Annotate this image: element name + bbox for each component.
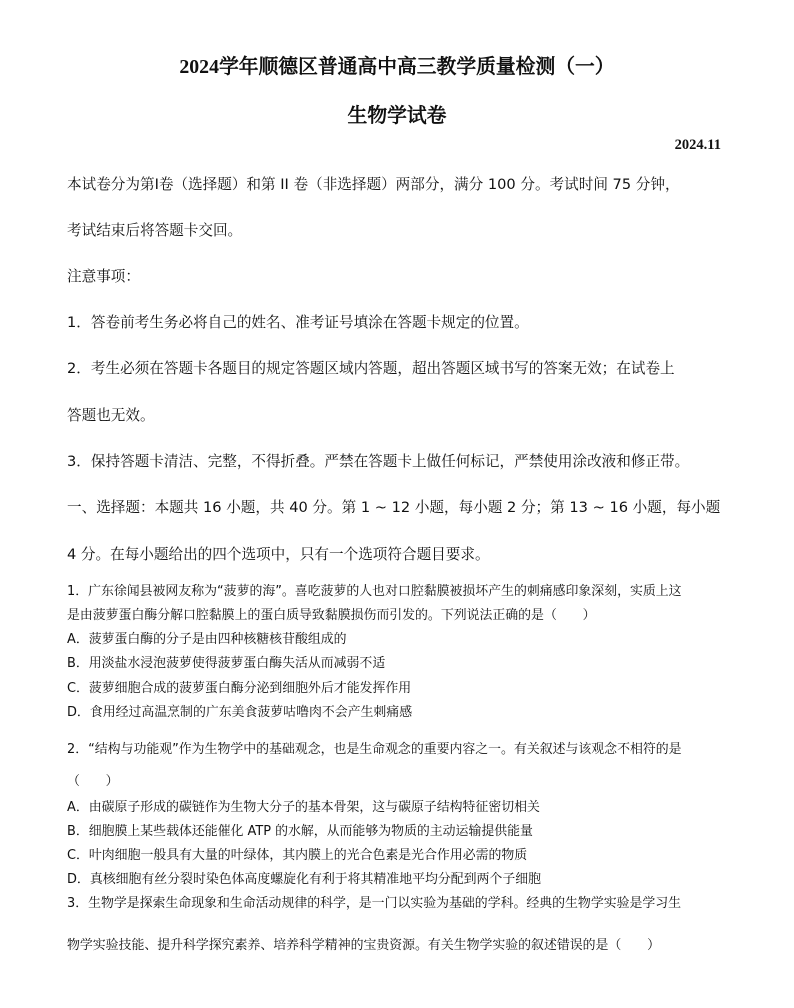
q2-stem-line-1: 2．“结构与功能观”作为生物学中的基础观念，也是生命观念的重要内容之一。有关叙述与该观念不相符的是 xyxy=(67,742,682,757)
note-3: 3．保持答题卡清洁、完整，不得折叠。严禁在答题卡上做任何标记，严禁使用涂改液和修正带。 xyxy=(67,453,690,470)
q2-stem-line-2: （ ） xyxy=(67,774,119,789)
q1-stem-line-2: 是由菠萝蛋白酶分解口腔黏膜上的蛋白质导致黏膜损伤而引发的。下列说法正确的是（ ） xyxy=(67,608,596,623)
exam-title: 2024学年顺德区普通高中高三教学质量检测（一） xyxy=(179,56,615,78)
section-heading-line-2: 4 分。在每小题给出的四个选项中，只有一个选项符合题目要求。 xyxy=(67,546,490,563)
q2-option-c: C．叶肉细胞一般具有大量的叶绿体，其内膜上的光合色素是光合作用必需的物质 xyxy=(67,848,528,863)
exam-date: 2024.11 xyxy=(674,137,721,153)
q2-option-d: D．真核细胞有丝分裂时染色体高度螺旋化有利于将其精准地平均分配到两个子细胞 xyxy=(67,872,541,887)
q1-option-c: C．菠萝细胞合成的菠萝蛋白酶分泌到细胞外后才能发挥作用 xyxy=(67,681,412,696)
notes-heading: 注意事项： xyxy=(67,268,140,285)
q1-option-a: A．菠萝蛋白酶的分子是由四种核糖核苷酸组成的 xyxy=(67,632,347,647)
q3-stem-line-2: 物学实验技能、提升科学探究素养、培养科学精神的宝贵资源。有关生物学实验的叙述错误的是（ ） xyxy=(67,938,660,953)
exam-subject: 生物学试卷 xyxy=(347,105,447,127)
intro-line-1: 本试卷分为第Ⅰ卷（选择题）和第 II 卷（非选择题）两部分，满分 100 分。考试时间 75 分钟， xyxy=(67,176,680,193)
section-heading-line-1: 一、选择题：本题共 16 小题，共 40 分。第 1 ~ 12 小题，每小题 2 分；第 13 ~ 16 小题，每小题 xyxy=(67,499,721,516)
q1-option-d: D．食用经过高温烹制的广东美食菠萝咕噜肉不会产生刺痛感 xyxy=(67,705,413,720)
q2-option-b: B．细胞膜上某些载体还能催化 ATP 的水解，从而能够为物质的主动运输提供能量 xyxy=(67,824,533,839)
q1-stem-line-1: 1．广东徐闻县被网友称为“菠萝的海”。喜吃菠萝的人也对口腔黏膜被损坏产生的刺痛感印象深刻，实质上这 xyxy=(67,584,682,599)
intro-line-2: 考试结束后将答题卡交回。 xyxy=(67,222,243,239)
note-2-line-2: 答题也无效。 xyxy=(67,407,155,424)
q3-stem-line-1: 3．生物学是探索生命现象和生命活动规律的科学，是一门以实验为基础的学科。经典的生物学实验是学习生 xyxy=(67,896,682,911)
q1-option-b: B．用淡盐水浸泡菠萝使得菠萝蛋白酶失活从而减弱不适 xyxy=(67,656,386,671)
q2-option-a: A．由碳原子形成的碳链作为生物大分子的基本骨架，这与碳原子结构特征密切相关 xyxy=(67,800,540,815)
note-1: 1．答卷前考生务必将自己的姓名、准考证号填涂在答题卡规定的位置。 xyxy=(67,314,529,331)
note-2-line-1: 2．考生必须在答题卡各题目的规定答题区域内答题，超出答题区域书写的答案无效；在试卷上 xyxy=(67,360,675,377)
